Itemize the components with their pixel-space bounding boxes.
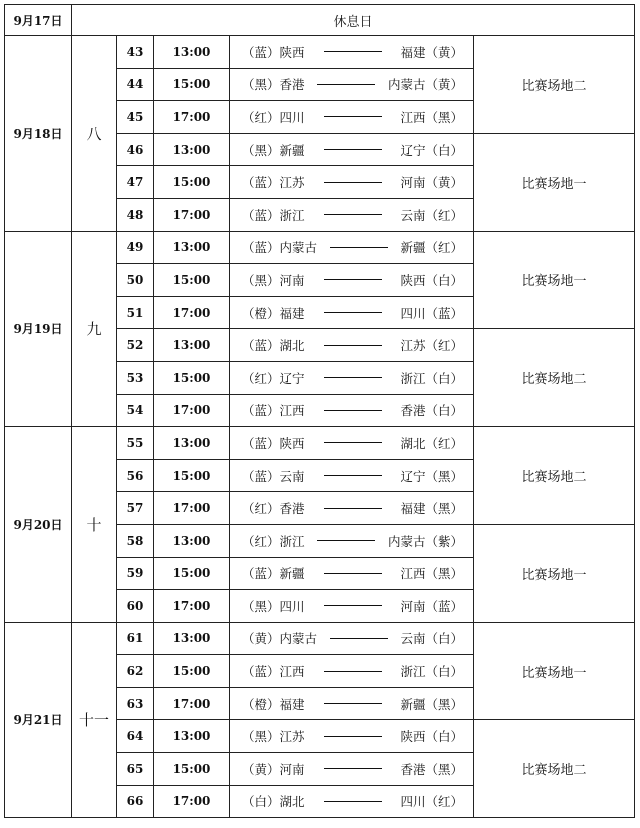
away-team: 江苏（红） <box>400 338 463 354</box>
away-team: 新疆（红） <box>400 240 463 256</box>
versus-dash <box>324 116 382 117</box>
match-time: 13:00 <box>154 231 230 264</box>
versus-dash <box>324 182 382 183</box>
round-number: 十 <box>72 427 117 623</box>
home-team: （橙）福建 <box>242 696 305 712</box>
match-time: 15:00 <box>154 361 230 394</box>
versus-dash <box>324 51 382 52</box>
matchup-wrap <box>230 629 473 647</box>
venue: 比赛场地一 <box>474 524 635 622</box>
versus-dash <box>324 279 382 280</box>
matchup-wrap <box>230 434 473 452</box>
match-number: 43 <box>117 36 154 69</box>
away-team: 江西（黑） <box>400 566 463 582</box>
match-time: 15:00 <box>154 166 230 199</box>
match-number: 45 <box>117 101 154 134</box>
match-time: 13:00 <box>154 427 230 460</box>
matchup-wrap <box>230 75 473 93</box>
match-time: 13:00 <box>154 720 230 753</box>
rest-day-row <box>5 5 635 36</box>
away-team: 浙江（白） <box>400 370 463 386</box>
match-time: 15:00 <box>154 68 230 101</box>
matchup <box>230 753 474 786</box>
matchup-wrap <box>230 597 473 615</box>
home-team: （黑）四川 <box>242 598 305 614</box>
away-team: 辽宁（黑） <box>400 468 463 484</box>
home-team: （黄）河南 <box>242 761 305 777</box>
versus-dash <box>324 214 382 215</box>
versus-dash <box>317 540 375 541</box>
matchup <box>230 329 474 362</box>
match-row <box>5 231 635 264</box>
matchup <box>230 622 474 655</box>
away-team: 河南（蓝） <box>400 598 463 614</box>
versus-dash <box>324 671 382 672</box>
match-time: 13:00 <box>154 133 230 166</box>
away-team: 新疆（黑） <box>400 696 463 712</box>
match-number: 52 <box>117 329 154 362</box>
versus-dash <box>317 84 375 85</box>
away-team: 福建（黄） <box>400 44 463 60</box>
away-team: 陕西（白） <box>400 272 463 288</box>
venue: 比赛场地二 <box>474 427 635 525</box>
round-number: 八 <box>72 36 117 232</box>
matchup-wrap <box>230 369 473 387</box>
matchup <box>230 427 474 460</box>
match-time: 15:00 <box>154 655 230 688</box>
venue: 比赛场地二 <box>474 720 635 818</box>
versus-dash <box>324 573 382 574</box>
matchup-wrap <box>230 304 473 322</box>
match-time: 17:00 <box>154 590 230 623</box>
venue: 比赛场地二 <box>474 329 635 427</box>
home-team: （蓝）江苏 <box>242 175 305 191</box>
match-time: 13:00 <box>154 36 230 69</box>
match-date: 9月21日 <box>5 622 72 818</box>
home-team: （蓝）江西 <box>242 664 305 680</box>
matchup-wrap <box>230 43 473 61</box>
match-number: 59 <box>117 557 154 590</box>
matchup <box>230 166 474 199</box>
home-team: （蓝）江西 <box>242 403 305 419</box>
match-time: 15:00 <box>154 753 230 786</box>
matchup <box>230 492 474 525</box>
home-team: （红）香港 <box>242 501 305 517</box>
home-team: （红）辽宁 <box>242 370 305 386</box>
rest-day-date: 9月17日 <box>5 5 72 36</box>
matchup-wrap <box>230 695 473 713</box>
venue: 比赛场地二 <box>474 36 635 134</box>
matchup <box>230 785 474 818</box>
matchup <box>230 68 474 101</box>
match-number: 63 <box>117 687 154 720</box>
home-team: （黑）河南 <box>242 272 305 288</box>
match-number: 66 <box>117 785 154 818</box>
home-team: （白）湖北 <box>242 794 305 810</box>
match-number: 56 <box>117 459 154 492</box>
matchup <box>230 557 474 590</box>
round-number: 十一 <box>72 622 117 818</box>
home-team: （蓝）新疆 <box>242 566 305 582</box>
home-team: （蓝）云南 <box>242 468 305 484</box>
match-time: 17:00 <box>154 198 230 231</box>
venue: 比赛场地一 <box>474 133 635 231</box>
versus-dash <box>330 638 388 639</box>
match-number: 60 <box>117 590 154 623</box>
versus-dash <box>324 801 382 802</box>
match-time: 13:00 <box>154 329 230 362</box>
matchup-wrap <box>230 271 473 289</box>
match-time: 17:00 <box>154 394 230 427</box>
versus-dash <box>330 247 388 248</box>
match-number: 53 <box>117 361 154 394</box>
match-time: 15:00 <box>154 557 230 590</box>
versus-dash <box>324 475 382 476</box>
home-team: （黄）内蒙古 <box>242 631 318 647</box>
match-number: 55 <box>117 427 154 460</box>
matchup-wrap <box>230 141 473 159</box>
match-time: 17:00 <box>154 101 230 134</box>
matchup-wrap <box>230 401 473 419</box>
matchup <box>230 198 474 231</box>
home-team: （黑）新疆 <box>242 142 305 158</box>
schedule-body <box>5 5 635 818</box>
away-team: 福建（黑） <box>400 501 463 517</box>
home-team: （蓝）湖北 <box>242 338 305 354</box>
matchup <box>230 394 474 427</box>
match-time: 17:00 <box>154 492 230 525</box>
rest-day-label: 休息日 <box>72 5 635 36</box>
versus-dash <box>324 442 382 443</box>
home-team: （蓝）陕西 <box>242 44 305 60</box>
versus-dash <box>324 703 382 704</box>
versus-dash <box>324 345 382 346</box>
match-number: 64 <box>117 720 154 753</box>
match-time: 13:00 <box>154 524 230 557</box>
home-team: （黑）江苏 <box>242 729 305 745</box>
match-number: 49 <box>117 231 154 264</box>
versus-dash <box>324 312 382 313</box>
matchup-wrap <box>230 564 473 582</box>
match-number: 57 <box>117 492 154 525</box>
match-number: 61 <box>117 622 154 655</box>
away-team: 湖北（红） <box>400 435 463 451</box>
matchup-wrap <box>230 760 473 778</box>
matchup-wrap <box>230 238 473 256</box>
match-number: 51 <box>117 296 154 329</box>
home-team: （红）浙江 <box>242 533 305 549</box>
home-team: （黑）香港 <box>242 77 305 93</box>
schedule-table <box>4 4 635 818</box>
matchup-wrap <box>230 499 473 517</box>
matchup <box>230 524 474 557</box>
away-team: 四川（红） <box>400 794 463 810</box>
matchup <box>230 590 474 623</box>
match-number: 47 <box>117 166 154 199</box>
matchup-wrap <box>230 173 473 191</box>
match-number: 54 <box>117 394 154 427</box>
versus-dash <box>324 768 382 769</box>
away-team: 香港（黑） <box>400 761 463 777</box>
away-team: 香港（白） <box>400 403 463 419</box>
match-time: 17:00 <box>154 785 230 818</box>
matchup-wrap <box>230 467 473 485</box>
versus-dash <box>324 508 382 509</box>
home-team: （红）四川 <box>242 109 305 125</box>
versus-dash <box>324 605 382 606</box>
matchup-wrap <box>230 727 473 745</box>
versus-dash <box>324 736 382 737</box>
home-team: （蓝）内蒙古 <box>242 240 318 256</box>
away-team: 内蒙古（紫） <box>387 533 463 549</box>
round-number: 九 <box>72 231 117 427</box>
match-number: 48 <box>117 198 154 231</box>
matchup <box>230 655 474 688</box>
match-number: 58 <box>117 524 154 557</box>
matchup <box>230 361 474 394</box>
versus-dash <box>324 410 382 411</box>
matchup <box>230 36 474 69</box>
matchup-wrap <box>230 108 473 126</box>
versus-dash <box>324 149 382 150</box>
home-team: （橙）福建 <box>242 305 305 321</box>
match-row <box>5 36 635 69</box>
matchup <box>230 687 474 720</box>
match-row <box>5 622 635 655</box>
matchup <box>230 101 474 134</box>
match-time: 13:00 <box>154 622 230 655</box>
matchup-wrap <box>230 662 473 680</box>
away-team: 浙江（白） <box>400 664 463 680</box>
matchup <box>230 133 474 166</box>
away-team: 辽宁（白） <box>400 142 463 158</box>
match-date: 9月19日 <box>5 231 72 427</box>
match-date: 9月18日 <box>5 36 72 232</box>
away-team: 云南（红） <box>400 207 463 223</box>
home-team: （蓝）浙江 <box>242 207 305 223</box>
versus-dash <box>324 377 382 378</box>
match-number: 44 <box>117 68 154 101</box>
away-team: 陕西（白） <box>400 729 463 745</box>
away-team: 内蒙古（黄） <box>387 77 463 93</box>
matchup <box>230 264 474 297</box>
matchup <box>230 459 474 492</box>
matchup <box>230 231 474 264</box>
matchup-wrap <box>230 206 473 224</box>
home-team: （蓝）陕西 <box>242 435 305 451</box>
venue: 比赛场地一 <box>474 231 635 329</box>
away-team: 云南（白） <box>400 631 463 647</box>
away-team: 四川（蓝） <box>400 305 463 321</box>
match-number: 50 <box>117 264 154 297</box>
match-time: 15:00 <box>154 264 230 297</box>
match-row <box>5 427 635 460</box>
match-time: 17:00 <box>154 687 230 720</box>
match-time: 17:00 <box>154 296 230 329</box>
matchup <box>230 720 474 753</box>
match-time: 15:00 <box>154 459 230 492</box>
match-number: 46 <box>117 133 154 166</box>
matchup-wrap <box>230 532 473 550</box>
matchup-wrap <box>230 336 473 354</box>
match-number: 65 <box>117 753 154 786</box>
matchup-wrap <box>230 792 473 810</box>
match-date: 9月20日 <box>5 427 72 623</box>
venue: 比赛场地一 <box>474 622 635 720</box>
matchup <box>230 296 474 329</box>
away-team: 江西（黑） <box>400 109 463 125</box>
match-number: 62 <box>117 655 154 688</box>
away-team: 河南（黄） <box>400 175 463 191</box>
